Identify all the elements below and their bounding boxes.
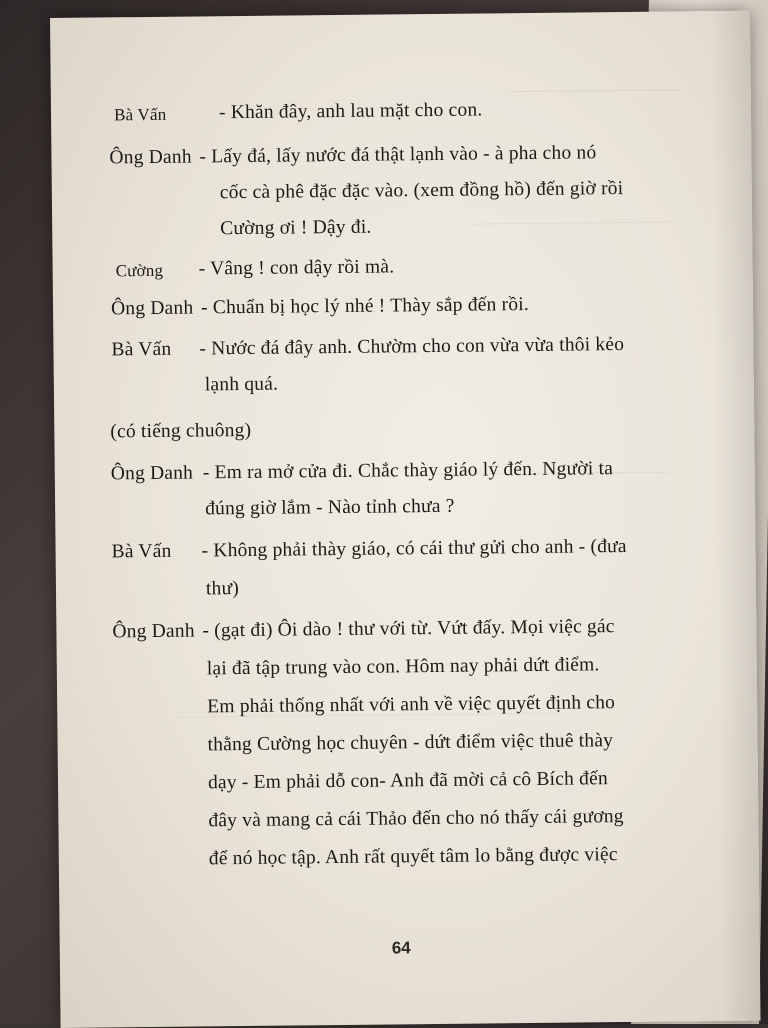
- dialogue-text: - Lấy đá, lấy nước đá thật lạnh vào - à pha cho nó: [199, 142, 597, 168]
- page-number: 64: [391, 938, 411, 958]
- dialogue-line: đây và mang cả cái Thảo đến cho nó thấy cái gương: [208, 806, 624, 832]
- speaker-name: Ông Danh: [112, 620, 195, 643]
- dialogue-line: đúng giờ lắm - Nào tỉnh chưa ?: [205, 495, 455, 520]
- dialogue-line: thư): [205, 578, 240, 600]
- dialogue-text: - Em ra mở cửa đi. Chắc thày giáo lý đến. Người ta: [202, 458, 614, 484]
- dialogue-line: thằng Cường học chuyên - dứt điểm việc thuê thày: [207, 730, 614, 756]
- speaker-name: Cường: [115, 260, 164, 281]
- dialogue-text: - (gạt đi) Ôi dào ! thư với từ. Vứt đấy. Mọi việc gác: [202, 616, 615, 642]
- speaker-name: Bà Vấn: [111, 540, 172, 563]
- dialogue-line: dạy - Em phải dỗ con- Anh đã mời cả cô Bích đến: [207, 768, 608, 794]
- stage-direction: (có tiếng chuông): [110, 419, 252, 443]
- dialogue-line: Cường ơi ! Dậy đi.: [220, 216, 372, 240]
- speaker-name: Ông Danh: [109, 146, 192, 169]
- dialogue-text: - Chuẩn bị học lý nhé ! Thày sắp đến rồi.: [200, 294, 530, 319]
- dialogue-text: - Vâng ! con dậy rồi mà.: [198, 256, 395, 280]
- dialogue-text: - Không phải thày giáo, có cái thư gửi cho anh - (đưa: [201, 535, 627, 562]
- book-page: [50, 11, 761, 1028]
- dialogue-line: Em phải thống nhất với anh về việc quyết định cho: [207, 692, 616, 718]
- dialogue-line: lại đã tập trung vào con. Hôm nay phải dứt điểm.: [206, 654, 600, 680]
- dialogue-text: - Khăn đây, anh lau mặt cho con.: [218, 99, 483, 124]
- speaker-name: Bà Vấn: [111, 338, 172, 361]
- speaker-name: Bà Vấn: [113, 104, 167, 125]
- dialogue-line: cốc cà phê đặc đặc vào. (xem đồng hồ) đến giờ rồi: [219, 178, 624, 204]
- dialogue-text: - Nước đá đây anh. Chườm cho con vừa vừa thôi kẻo: [199, 334, 625, 360]
- dialogue-line: lạnh quá.: [204, 373, 279, 396]
- speaker-name: Ông Danh: [110, 297, 194, 320]
- dialogue-line: để nó học tập. Anh rất quyết tâm lo bằng được việc: [208, 844, 618, 870]
- speaker-name: Ông Danh: [110, 462, 194, 485]
